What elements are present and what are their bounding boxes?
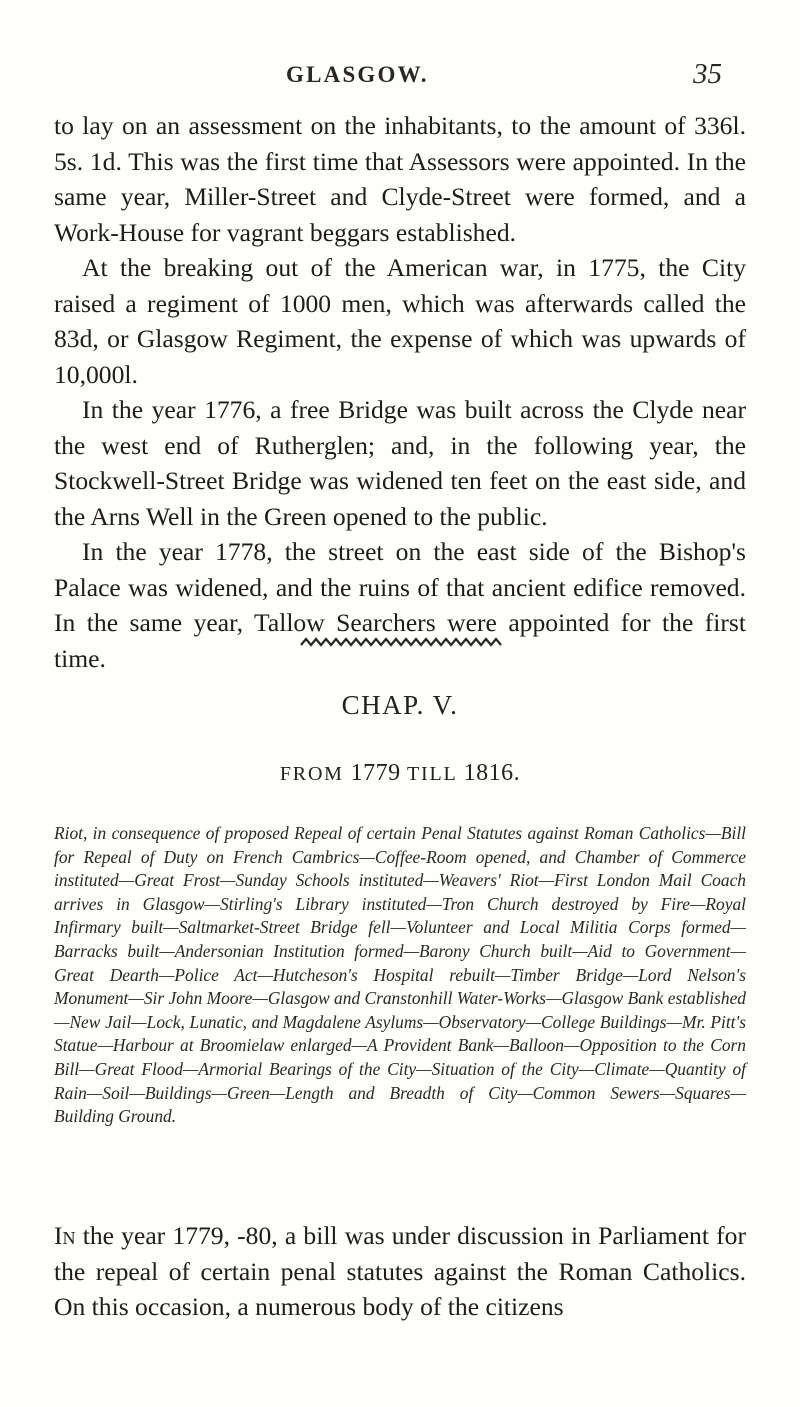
ornamental-rule [299,635,507,649]
running-title: GLASGOW. [286,62,429,87]
zigzag-rule-icon [299,635,507,649]
chapter-synopsis: Riot, in consequence of proposed Repeal of certain Penal Statutes against Roman Catholics—Bill for Repeal of Duty on French Cambrics—Coffee-Room opened, and Chamber of Commerce instituted—Great Frost—Sunday Schools instituted—Weavers' Riot—First London Mail Coach arrives in Glasgow—Stirling's Library instituted—Tron Church destroyed by Fire—Royal Infirmary built—Saltmarket-Street Bridge fell—Volunteer and Local Militia Corps formed—Barracks built—Andersonian Institution formed—Barony Church built—Aid to Government—Great Dearth—Police Act—Hutcheson's Hospital rebuilt—Timber Bridge—Lord Nelson's Monument—Sir John Moore—Glasgow and Cranstonhill Water-Works—Glasgow Bank established—New Jail—Lock, Lunatic, and Magdalene Asylums—Observatory—College Buildings—Mr. Pitt's Statue—Harbour at Broomielaw enlarged—A Provident Bank—Balloon—Opposition to the Corn Bill—Great Flood—Armorial Bearings of the City—Situation of the City—Climate—Quantity of Rain—Soil—Buildings—Green—Length and Breadth of City—Common Sewers—Squares—Building Ground. [54,823,746,1127]
page-number: 35 [693,58,722,90]
start-year: 1779 [350,760,401,786]
from-word: FROM [279,763,344,785]
top-text-block [54,108,746,676]
bottom-text-block [54,1218,746,1325]
paragraph-free-bridge: In the year 1776, a free Bridge was built across the Clyde near the west end of Rutherglen; and, in the following year, the Stockwell-Street Bridge was widened ten feet on the east side, and the Arns Well in the Green opened to the public. [54,395,746,531]
paragraph-assessment: to lay on an assessment on the inhabitants, to the amount of 336l. 5s. 1d. This was the first time that Assessors were appointed. In the same year, Miller-Street and Clyde-Street were formed, and a Work-House for vagrant beggars established. [54,111,746,247]
paragraph-repeal-bill [54,1218,746,1325]
paragraph-repeal-bill-text: the year 1779, -80, a bill was under discussion in Parliament for the repeal of certain penal statutes against the Roman Catholics. On this occasion, a numerous body of the citizens [54,1221,746,1321]
chapter-date-range [0,760,800,787]
paragraph-bishops-palace: In the year 1778, the street on the east side of the Bishop's Palace was widened, and the ruins of that ancient edifice removed. In the same year, Tallow Searchers were appointed for the first time. [54,537,746,673]
till-word: TILL [407,763,457,785]
lead-word: In [54,1221,76,1250]
running-head [0,54,800,94]
end-year: 1816. [463,760,521,786]
chapter-heading: CHAP. V. [341,690,459,720]
paragraph-american-war: At the breaking out of the American war, in 1775, the City raised a regiment of 1000 men, which was afterwards called the 83d, or Glasgow Regiment, the expense of which was upwards of 10,000l. [54,253,746,389]
